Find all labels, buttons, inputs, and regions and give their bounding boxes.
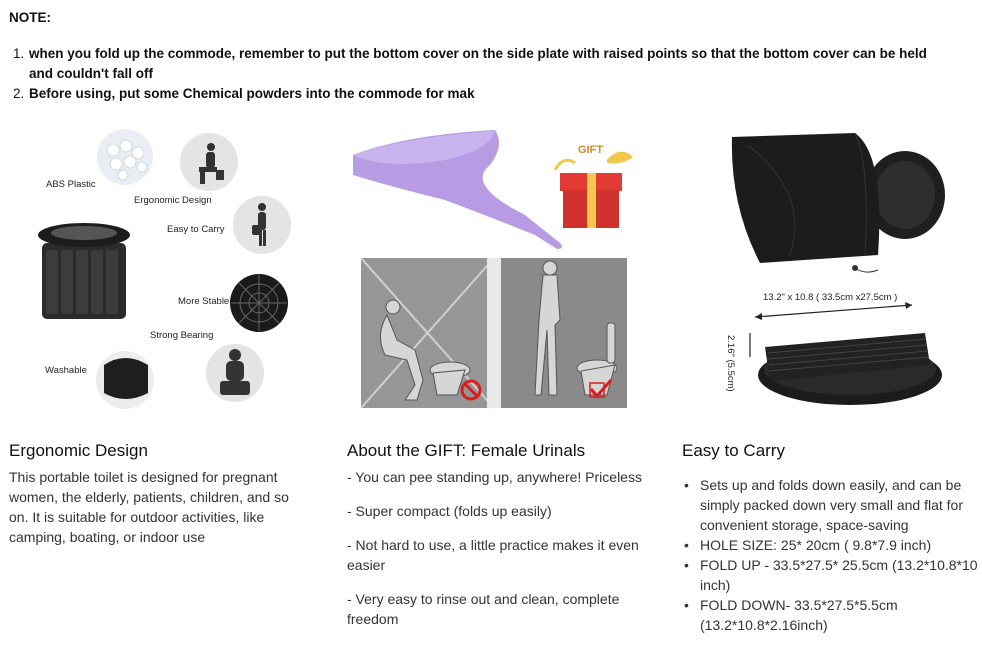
- storage-bag-icon: [732, 133, 945, 272]
- label-strong-bearing: Strong Bearing: [150, 330, 214, 341]
- col3-bullet: • HOLE SIZE: 25* 20cm ( 9.8*7.9 inch): [682, 535, 980, 555]
- col2-body: [347, 467, 652, 643]
- gift-label: GIFT: [578, 144, 604, 156]
- note-text: Before using, put some Chemical powders into the commode for mak: [29, 86, 475, 101]
- urinal-gift-image: [345, 125, 645, 415]
- dimension-arrow: [755, 305, 912, 317]
- col2-title: About the GIFT: Female Urinals: [347, 441, 586, 460]
- note-number: 1.: [13, 46, 25, 61]
- gift-box-icon: [555, 152, 633, 228]
- label-ergonomic-design: Ergonomic Design: [134, 195, 212, 206]
- dimension-vertical-label: 2.16" (5.5cm): [725, 335, 736, 392]
- note-item: [9, 84, 969, 104]
- col1-title: Ergonomic Design: [9, 441, 148, 460]
- note-text: when you fold up the commode, remember to put the bottom cover on the side plate with raised points so that the bottom cover can be held: [29, 46, 927, 61]
- col2-paragraph: - Super compact (folds up easily): [347, 503, 552, 519]
- female-urinal-icon: [353, 130, 562, 249]
- col3-bullet: • FOLD UP - 33.5*27.5* 25.5cm (13.2*10.8*10 inch): [682, 555, 980, 595]
- col3-bullet: • Sets up and folds down easily, and can be simply packed down very small and flat for convenient storage, space-saving: [682, 475, 980, 535]
- note-item: [9, 44, 969, 84]
- portable-toilet-icon: [38, 223, 130, 319]
- folded-toilet-icon: [758, 333, 942, 405]
- col3-bullet-list: [682, 475, 980, 635]
- label-abs-plastic: ABS Plastic: [46, 179, 96, 190]
- label-more-stable: More Stable: [178, 296, 230, 307]
- col2-paragraph: - Not hard to use, a little practice makes it even easier: [347, 537, 639, 573]
- carry-bag-image: [720, 125, 950, 415]
- col3-title: Easy to Carry: [682, 441, 785, 460]
- col1-text: This portable toilet is designed for pregnant women, the elderly, patients, children, and so on. It is suitable for outdoor activities, like camping, boating, or indoor use: [9, 469, 289, 545]
- dimension-horizontal-label: 13.2" x 10.8 ( 33.5cm x27.5cm ): [763, 292, 898, 303]
- col2-paragraph: - Very easy to rinse out and clean, complete freedom: [347, 591, 620, 627]
- note-number: 2.: [13, 86, 25, 101]
- label-washable: Washable: [45, 365, 87, 376]
- label-easy-to-carry: Easy to Carry: [167, 224, 225, 235]
- note-list: [9, 44, 969, 104]
- features-image: [30, 125, 310, 415]
- note-text: and couldn't fall off: [29, 66, 153, 81]
- col3-bullet: • FOLD DOWN- 33.5*27.5*5.5cm (13.2*10.8*2.16inch): [682, 595, 980, 635]
- note-title: NOTE:: [9, 10, 51, 25]
- col2-paragraph: - You can pee standing up, anywhere! Priceless: [347, 469, 642, 485]
- col3-body: [682, 475, 980, 635]
